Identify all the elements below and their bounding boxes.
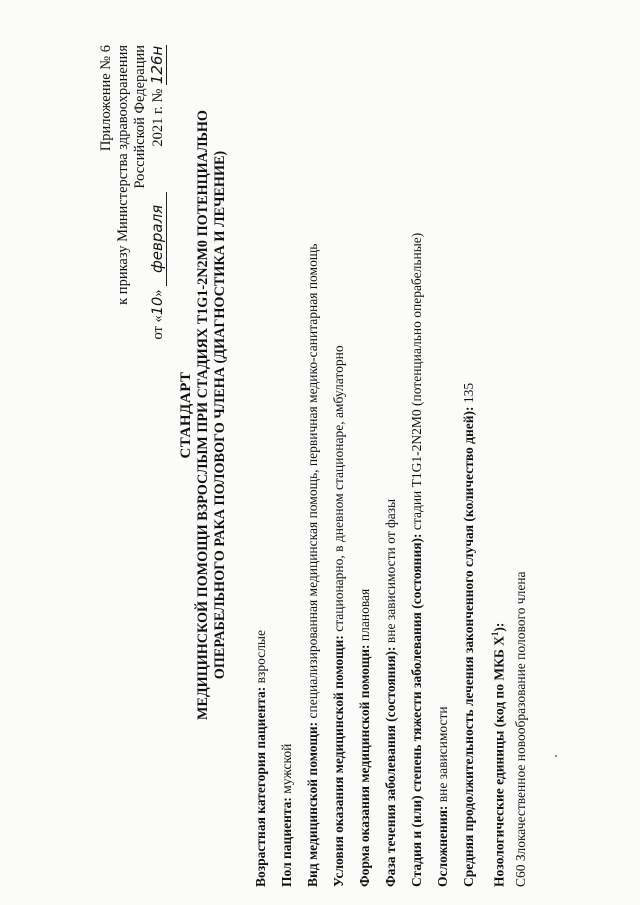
order-date-line bbox=[149, 45, 167, 345]
date-day: 10 bbox=[150, 296, 166, 316]
order-number: 126н bbox=[148, 45, 166, 85]
field-nosological-units: Нозологические единицы (код по МКБ $X^1$): bbox=[490, 622, 507, 887]
field-icd-code: C60 Злокачественное новообразование полового члена bbox=[513, 571, 528, 887]
field-age-category: Возрастная категория пациента: взрослые bbox=[253, 630, 268, 887]
title-line-1: МЕДИЦИНСКОЙ ПОМОЩИ ВЗРОСЛЫМ ПРИ СТАДИЯХ T1G1-2N2M0 ПОТЕНЦИАЛЬНО bbox=[195, 110, 211, 720]
field-care-type: Вид медицинской помощи: специализированная медицинская помощь, первичная медико-санитарная помощь bbox=[305, 243, 320, 887]
date-prefix: от « bbox=[150, 315, 166, 340]
field-sex: Пол пациента: мужской bbox=[279, 743, 294, 887]
title-line-2: ОПЕРАБЕЛЬНОГО РАКА ПОЛОВОГО ЧЛЕНА (ДИАГНОСТИКА И ЛЕЧЕНИЕ) bbox=[212, 150, 228, 680]
field-disease-stage: Стадия и (или) степень тяжести заболевания (состояния): стадии T1G1-2N2M0 (потенциально операбельные) bbox=[409, 232, 424, 887]
order-line: к приказу Министерства здравоохранения bbox=[115, 45, 131, 305]
scan-speck bbox=[555, 755, 557, 757]
field-complications: Осложнения: вне зависимости bbox=[435, 706, 450, 887]
standard-word: СТАНДАРТ bbox=[178, 371, 194, 459]
date-quote-close: » bbox=[150, 289, 166, 297]
appendix-number: Приложение № 6 bbox=[98, 45, 114, 152]
field-care-form: Форма оказания медицинской помощи: плановая bbox=[357, 588, 372, 887]
appendix-header bbox=[98, 45, 167, 345]
field-care-conditions: Условия оказания медицинской помощи: стационарно, в дневном стационаре, амбулаторно bbox=[331, 345, 346, 887]
date-month: февраля bbox=[149, 192, 167, 286]
field-treatment-duration: Средняя продолжительность лечения законченного случая (количество дней): 135 bbox=[461, 382, 476, 887]
date-year: 2021 г. № bbox=[150, 88, 166, 147]
document-title bbox=[178, 75, 229, 755]
field-disease-phase: Фаза течения заболевания (состояния): вне зависимости от фазы bbox=[383, 498, 398, 887]
federation-line: Российской Федерации bbox=[132, 45, 148, 189]
